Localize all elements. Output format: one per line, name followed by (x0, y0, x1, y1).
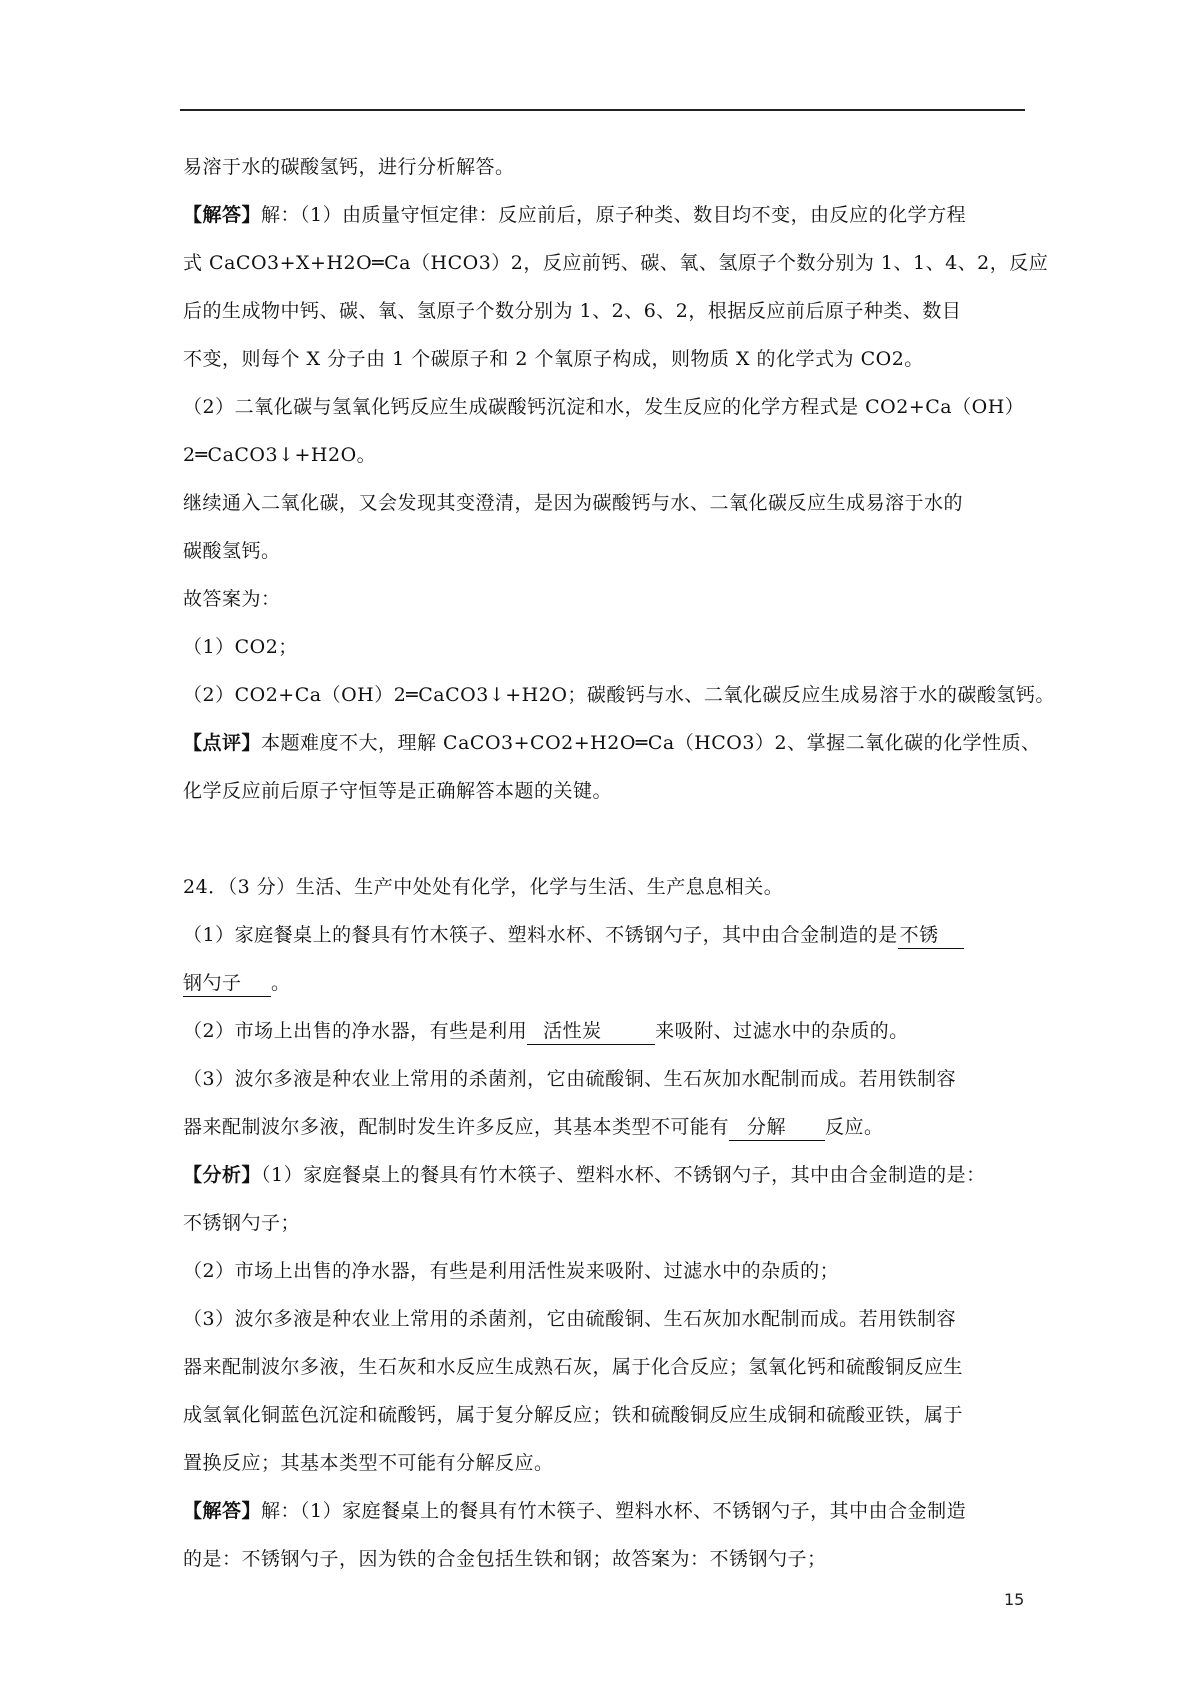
answer-blank-2: 活性炭 (527, 1018, 655, 1045)
text-line: 不变，则每个 X 分子由 1 个碳原子和 2 个氧原子构成，则物质 X 的化学式为 CO2。 (183, 348, 924, 370)
text-line: （3）波尔多液是种农业上常用的杀菌剂，它由硫酸铜、生石灰加水配制而成。若用铁制容 (183, 1068, 957, 1090)
text-line: 不锈钢勺子； (183, 1212, 301, 1234)
text-line: 式 CaCO3+X+H2O═Ca（HCO3）2，反应前钙、碳、氧、氢原子个数分别为 1、1、4、2，反应 (183, 252, 1049, 274)
text-line: （2）CO2+Ca（OH）2═CaCO3↓+H2O；碳酸钙与水、二氧化碳反应生成易溶于水的碳酸氢钙。 (183, 684, 1055, 706)
text-line: 继续通入二氧化碳，又会发现其变澄清，是因为碳酸钙与水、二氧化碳反应生成易溶于水的 (183, 492, 964, 514)
text-span: 器来配制波尔多液，配制时发生许多反应，其基本类型不可能有 (183, 1116, 730, 1138)
text-line (183, 1103, 1025, 1151)
text-line (183, 911, 1025, 959)
header-rule (180, 109, 1025, 111)
text-line: 器来配制波尔多液，生石灰和水反应生成熟石灰，属于化合反应；氢氧化钙和硫酸铜反应生 (183, 1356, 964, 1378)
text-line: （1）CO2； (183, 636, 298, 658)
comment-tag: 【点评】 (183, 732, 262, 754)
text-line: （3）波尔多液是种农业上常用的杀菌剂，它由硫酸铜、生石灰加水配制而成。若用铁制容 (183, 1308, 957, 1330)
text-line: 易溶于水的碳酸氢钙，进行分析解答。 (183, 156, 515, 178)
text-span: （1）家庭餐桌上的餐具有竹木筷子、塑料水杯、不锈钢勺子，其中由合金制造的是： (261, 1164, 986, 1186)
spacer (183, 815, 1025, 863)
text-line (183, 191, 1025, 239)
text-span: 解：（1）由质量守恒定律：反应前后，原子种类、数目均不变，由反应的化学方程 (261, 204, 967, 226)
analysis-tag: 【分析】 (183, 1164, 262, 1186)
text-span: 解：（1）家庭餐桌上的餐具有竹木筷子、塑料水杯、不锈钢勺子，其中由合金制造 (261, 1500, 967, 1522)
page-number: 15 (1004, 1590, 1025, 1609)
text-line (183, 1487, 1025, 1535)
text-span: （1）家庭餐桌上的餐具有竹木筷子、塑料水杯、不锈钢勺子，其中由合金制造的是 (183, 924, 898, 946)
text-line (183, 959, 1025, 1007)
text-span: 反应。 (825, 1116, 884, 1138)
text-span: （2）市场上出售的净水器，有些是利用 (183, 1020, 528, 1042)
text-line: 故答案为： (183, 588, 281, 610)
text-span: 来吸附、过滤水中的杂质的。 (655, 1020, 909, 1042)
text-line: 成氢氧化铜蓝色沉淀和硫酸钙，属于复分解反应；铁和硫酸铜反应生成铜和硫酸亚铁，属于 (183, 1404, 964, 1426)
text-line (183, 1007, 1025, 1055)
text-line: 碳酸氢钙。 (183, 540, 281, 562)
text-line: 2═CaCO3↓+H2O。 (183, 444, 377, 466)
text-line: 的是：不锈钢勺子，因为铁的合金包括生铁和钢；故答案为：不锈钢勺子； (183, 1548, 827, 1570)
question-title: 24．（3 分）生活、生产中处处有化学，化学与生活、生产息息相关。 (183, 876, 784, 898)
answer-tag: 【解答】 (183, 1500, 262, 1522)
text-line: （2）市场上出售的净水器，有些是利用活性炭来吸附、过滤水中的杂质的； (183, 1260, 840, 1282)
answer-blank-1a: 不锈 (898, 922, 964, 949)
answer-tag: 【解答】 (183, 204, 262, 226)
text-span: 。 (271, 972, 291, 994)
text-line: （2）二氧化碳与氢氧化钙反应生成碳酸钙沉淀和水，发生反应的化学方程式是 CO2+Ca（OH） (183, 396, 1025, 418)
answer-blank-1b: 钢勺子 (183, 970, 271, 997)
text-line (183, 719, 1041, 767)
answer-blank-3: 分解 (729, 1114, 825, 1141)
text-line (183, 1151, 1025, 1199)
text-line: 置换反应；其基本类型不可能有分解反应。 (183, 1452, 554, 1474)
document-body (183, 143, 1055, 1583)
text-line: 后的生成物中钙、碳、氧、氢原子个数分别为 1、2、6、2，根据反应前后原子种类、数目 (183, 300, 962, 322)
text-line: 化学反应前后原子守恒等是正确解答本题的关键。 (183, 780, 613, 802)
text-span: 本题难度不大，理解 CaCO3+CO2+H2O═Ca（HCO3）2、掌握二氧化碳的化学性质、 (261, 732, 1041, 754)
